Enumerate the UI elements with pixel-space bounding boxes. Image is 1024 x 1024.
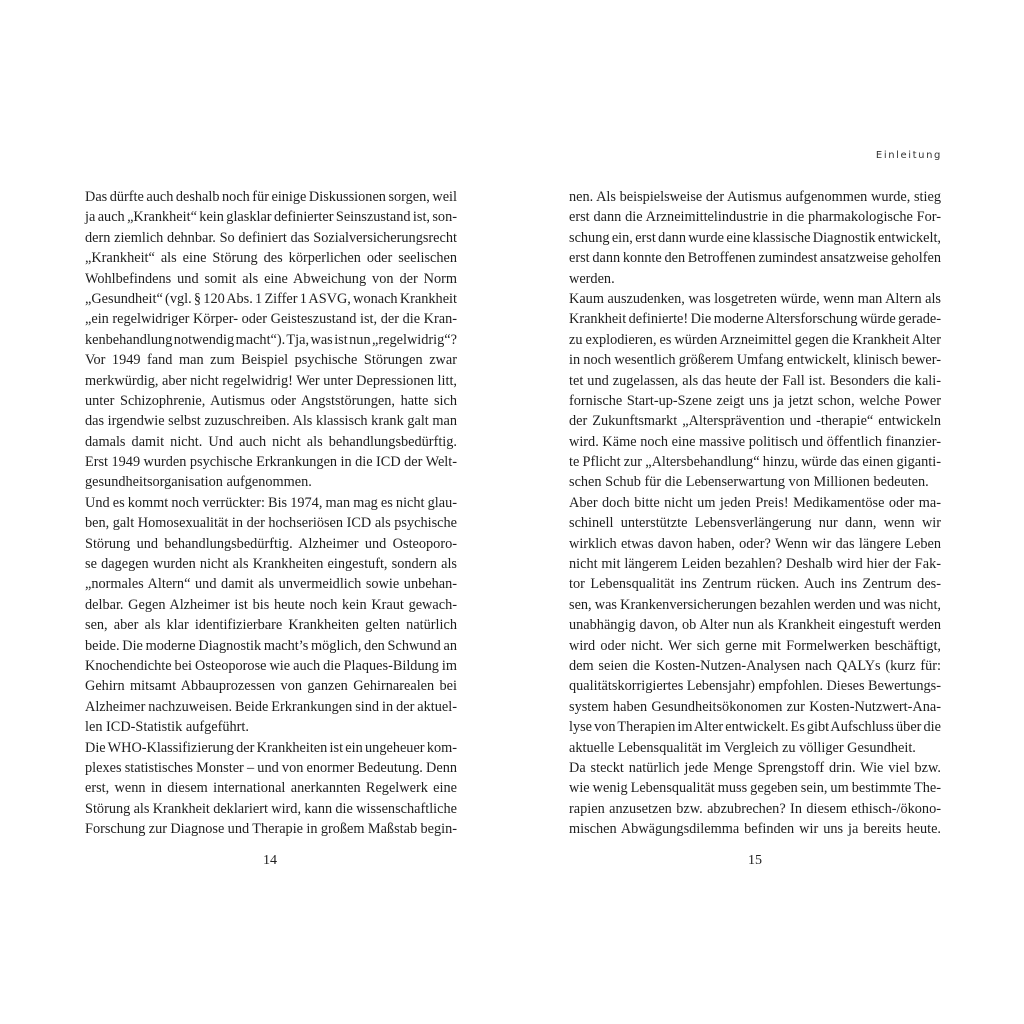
text-line: „Gesundheit“ (vgl. § 120 Abs. 1 Ziffer 1 ASVG, wonach Krankheit bbox=[85, 290, 457, 307]
text-line: Vor 1949 fand man zum Beispiel psychische Störungen zwar bbox=[85, 352, 457, 369]
text-line: unabhängig davon, ob Alter nun als Krankheit eingestuft werden bbox=[569, 617, 941, 634]
text-line: plexes statistisches Monster – und von enormer Bedeutung. Denn bbox=[85, 759, 457, 776]
text-line: kenbehandlung notwendig macht“). Tja, was ist nun „regelwidrig“? bbox=[85, 331, 457, 348]
text-line: wie wenig Lebensqualität muss gegeben sein, um bestimmte The- bbox=[569, 780, 941, 797]
text-line: zu explodieren, es würden Arzneimittel gegen die Krankheit Alter bbox=[569, 331, 941, 348]
text-line: merkwürdig, aber nicht regelwidrig! Wer unter Depressionen litt, bbox=[85, 372, 457, 389]
text-line: aktuelle Lebensqualität im Vergleich zu völliger Gesundheit. bbox=[569, 739, 916, 756]
text-line: tor Lebensqualität ins Zentrum rücken. Auch ins Zentrum des- bbox=[569, 576, 941, 593]
text-line: Und es kommt noch verrückter: Bis 1974, man mag es nicht glau- bbox=[85, 494, 457, 511]
text-line: dem seien die Kosten-Nutzen-Analysen nach QALYs (kurz für: bbox=[569, 657, 941, 674]
text-line: „ein regelwidriger Körper- oder Geisteszustand ist, der die Kran- bbox=[85, 311, 457, 328]
text-line: Forschung zur Diagnose und Therapie in großem Maßstab begin- bbox=[85, 821, 457, 838]
text-line: nicht mit längerem Leiden bezahlen? Deshalb wird hier der Fak- bbox=[569, 556, 941, 573]
text-line: te Pflicht zur „Altersbehandlung“ hinzu, würde das einen giganti- bbox=[569, 454, 941, 471]
text-line: Erst 1949 wurden psychische Erkrankungen in die ICD der Welt- bbox=[85, 454, 457, 471]
text-line: Das dürfte auch deshalb noch für einige Diskussionen sorgen, weil bbox=[85, 189, 457, 205]
text-line: schen Schub für die Lebenserwartung von Millionen bedeuten. bbox=[569, 474, 929, 491]
text-line: „normales Altern“ und damit als unvermeidlich sowie unbehan- bbox=[85, 576, 457, 593]
text-line: Gehirn mitsamt Abbauprozessen von ganzen Gehirnarealen bei bbox=[85, 678, 457, 695]
page-number-left: 14 bbox=[263, 853, 277, 868]
text-line: Krankheit definierte! Die moderne Altersforschung würde gerade- bbox=[569, 311, 941, 328]
running-head: Einleitung bbox=[875, 150, 942, 161]
page-number-right: 15 bbox=[748, 853, 762, 868]
text-line: schung ein, erst dann wurde eine klassische Diagnostik entwickelt, bbox=[569, 229, 941, 246]
text-line: lyse von Therapien im Alter entwickelt. Es gibt Aufschluss über die bbox=[569, 719, 941, 736]
text-line: unter Schizophrenie, Autismus oder Angststörungen, hatte sich bbox=[85, 392, 457, 409]
text-line: wirklich etwas davon haben, oder? Wenn wir das längere Leben bbox=[569, 535, 941, 552]
text-line: in noch wesentlich größerem Umfang entwickelt, klinisch bewer- bbox=[569, 352, 941, 369]
text-line: schinell unterstützte Lebensverlängerung nur dann, wenn wir bbox=[569, 515, 941, 532]
text-line: wird oder nicht. Wer sich gerne mit Formelwerken beschäftigt, bbox=[569, 637, 941, 654]
text-line: „Krankheit“ als eine Störung des körperlichen oder seelischen bbox=[85, 250, 457, 267]
text-line: Kaum auszudenken, was losgetreten würde, wenn man Altern als bbox=[569, 290, 941, 307]
text-line: Da steckt natürlich jede Menge Sprengstoff drin. Wie viel bzw. bbox=[569, 759, 941, 776]
text-line: wird. Käme noch eine massive politisch und öffentlich finanzier- bbox=[569, 433, 941, 450]
text-line: mischen Abwägungsdilemma befinden wir uns ja bereits heute. bbox=[569, 821, 941, 838]
text-line: Knochendichte bei Osteoporose wie auch die Plaques-Bildung im bbox=[85, 657, 457, 674]
text-line: der Zukunftsmarkt „Altersprävention und -therapie“ entwickeln bbox=[569, 413, 941, 430]
text-line: das irgendwie selbst zuzuschreiben. Als klassisch krank galt man bbox=[85, 413, 457, 430]
text-line: Wohlbefindens und somit als eine Abweichung von der Norm bbox=[85, 270, 457, 287]
left-page-text bbox=[85, 187, 457, 840]
text-line: fornische Start-up-Szene zeigt uns ja jetzt schon, welche Power bbox=[569, 392, 941, 409]
text-line: erst dann konnte den Betroffenen zumindest ansatzweise geholfen bbox=[569, 250, 941, 267]
text-line: Die WHO-Klassifizierung der Krankheiten ist ein ungeheuer kom- bbox=[85, 739, 457, 756]
text-line: erst dann die Arzneimittelindustrie in die pharmakologische For- bbox=[569, 209, 941, 226]
text-line: se dagegen wurden nicht als Krankheiten eingestuft, sondern als bbox=[85, 556, 457, 573]
text-line: dern ziemlich dehnbar. So definiert das Sozialversicherungsrecht bbox=[85, 229, 457, 246]
text-line: gesundheitsorganisation aufgenommen. bbox=[85, 474, 312, 491]
text-line: qualitätskorrigiertes Lebensjahr) empfohlen. Dieses Bewertungs- bbox=[569, 678, 941, 695]
text-line: delbar. Gegen Alzheimer ist bis heute noch kein Kraut gewach- bbox=[85, 596, 457, 613]
text-line: sen, aber als klar identifizierbare Krankheiten gelten natürlich bbox=[85, 617, 457, 634]
right-page-text bbox=[569, 187, 941, 840]
text-line: system haben Gesundheitsökonomen zur Kosten-Nutzwert-Ana- bbox=[569, 698, 941, 715]
text-line: Aber doch bitte nicht um jeden Preis! Medikamentöse oder ma- bbox=[569, 494, 941, 511]
text-line: len ICD-Statistik aufgeführt. bbox=[85, 719, 249, 736]
text-line: ja auch „Krankheit“ kein glasklar definierter Seinszustand ist, son- bbox=[85, 209, 457, 226]
text-line: Alzheimer nachzuweisen. Beide Erkrankungen sind in der aktuel- bbox=[85, 698, 457, 715]
text-line: rapien anzusetzen bzw. abzubrechen? In diesem ethisch-/ökono- bbox=[569, 800, 941, 817]
text-line: ben, galt Homosexualität in der hochseriösen ICD als psychische bbox=[85, 515, 457, 532]
text-line: tet und zugelassen, als das heute der Fall ist. Besonders die kali- bbox=[569, 372, 941, 389]
text-line: Störung als Krankheit deklariert wird, kann die wissenschaftliche bbox=[85, 800, 457, 817]
text-line: beide. Die moderne Diagnostik macht’s möglich, den Schwund an bbox=[85, 637, 457, 654]
text-line: werden. bbox=[569, 270, 615, 287]
text-line: erst, wenn in diesem international anerkannten Regelwerk eine bbox=[85, 780, 457, 797]
text-line: damals damit nicht. Und auch nicht als behandlungsbedürftig. bbox=[85, 433, 457, 450]
text-line: Störung und behandlungsbedürftig. Alzheimer und Osteoporo- bbox=[85, 535, 457, 552]
text-line: nen. Als beispielsweise der Autismus aufgenommen wurde, stieg bbox=[569, 189, 941, 205]
text-line: sen, was Krankenversicherungen bezahlen werden und was nicht, bbox=[569, 596, 941, 613]
